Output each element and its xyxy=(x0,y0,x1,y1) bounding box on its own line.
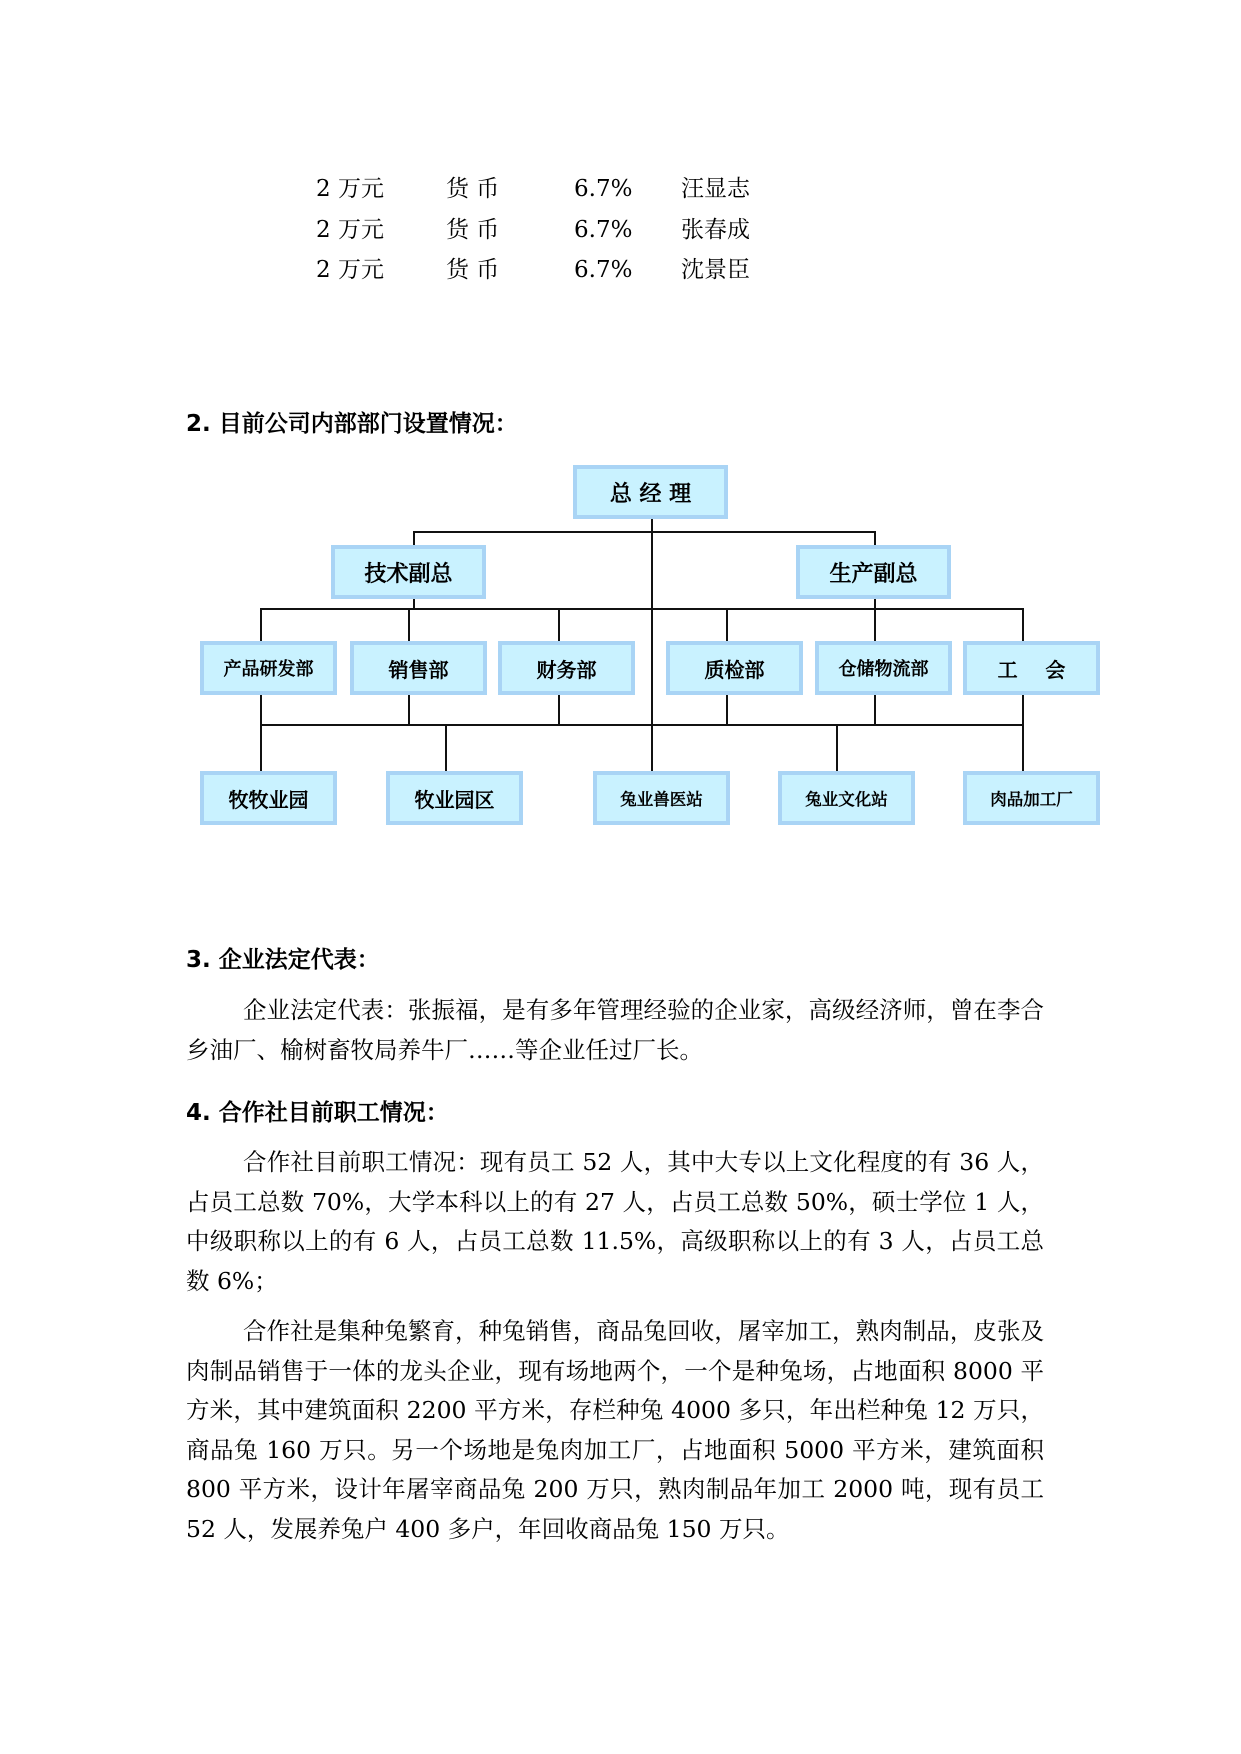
org-box-vice-tech: 技术副总 xyxy=(331,545,486,599)
org-box-general-manager: 总 经 理 xyxy=(573,465,728,519)
org-box-department: 工 会 xyxy=(963,641,1100,695)
type-cell: 货 币 xyxy=(446,176,500,202)
name-cell: 汪显志 xyxy=(681,176,750,202)
section2-heading: 2. 目前公司内部部门设置情况： xyxy=(186,411,518,437)
connector-line xyxy=(445,724,447,774)
type-cell: 货 币 xyxy=(446,217,500,243)
amount-cell: 2 万元 xyxy=(316,257,384,283)
section4-paragraph-staff: 合作社目前职工情况：现有员工 52 人，其中大专以上文化程度的有 36 人，占员工总数 70%，大学本科以上的有 27 人，占员工总数 50%，硕士学位 1 人，中级职称以上的有 6 人，占员工总数 11.5%，高级职称以上的有 3 人，占员工总数 6%； xyxy=(186,1148,1044,1295)
org-box-unit: 兔业兽医站 xyxy=(593,771,730,825)
section4-heading: 4. 合作社目前职工情况： xyxy=(186,1100,449,1126)
org-box-unit: 兔业文化站 xyxy=(778,771,915,825)
name-cell: 沈景臣 xyxy=(681,257,750,283)
amount-cell: 2 万元 xyxy=(316,176,384,202)
connector-line xyxy=(260,724,1024,726)
shareholder-row xyxy=(0,210,1241,250)
shareholder-row xyxy=(0,169,1241,209)
ratio-cell: 6.7% xyxy=(574,217,633,243)
section3-paragraph: 企业法定代表：张振福，是有多年管理经验的企业家，高级经济师，曾在李合乡油厂、榆树畜牧局养牛厂……等企业任过厂长。 xyxy=(186,996,1044,1064)
org-box-vice-production: 生产副总 xyxy=(796,545,951,599)
connector-line xyxy=(413,531,876,533)
ratio-cell: 6.7% xyxy=(574,257,633,283)
name-cell: 张春成 xyxy=(681,217,750,243)
connector-line xyxy=(260,608,1024,610)
org-box-department: 财务部 xyxy=(498,641,635,695)
org-box-department: 仓储物流部 xyxy=(815,641,952,695)
org-box-unit: 肉品加工厂 xyxy=(963,771,1100,825)
amount-cell: 2 万元 xyxy=(316,217,384,243)
section4-paragraph-company: 合作社是集种兔繁育，种兔销售，商品兔回收，屠宰加工，熟肉制品，皮张及肉制品销售于一体的龙头企业，现有场地两个，一个是种兔场，占地面积 8000 平方米，其中建筑面积 2200 平方米，存栏种兔 4000 多只，年出栏种兔 12 万只，商品兔 160 万只。另一个场地是兔肉加工厂，占地面积 5000 平方米，建筑面积 800 平方米，设计年屠宰商品兔 200 万只，熟肉制品年加工 2000 吨，现有员工 52 人，发展养兔户 400 多户，年回收商品兔 150 万只。 xyxy=(186,1317,1044,1543)
connector-line xyxy=(651,724,653,774)
type-cell: 货 币 xyxy=(446,257,500,283)
org-box-department: 产品研发部 xyxy=(200,641,337,695)
org-box-department: 质检部 xyxy=(666,641,803,695)
connector-line xyxy=(836,724,838,774)
org-box-unit: 牧业园区 xyxy=(386,771,523,825)
ratio-cell: 6.7% xyxy=(574,176,633,202)
org-box-department: 销售部 xyxy=(350,641,487,695)
org-box-unit: 牧牧业园 xyxy=(200,771,337,825)
section3-heading: 3. 企业法定代表： xyxy=(186,947,380,973)
shareholder-row xyxy=(0,250,1241,290)
connector-line xyxy=(651,518,653,729)
